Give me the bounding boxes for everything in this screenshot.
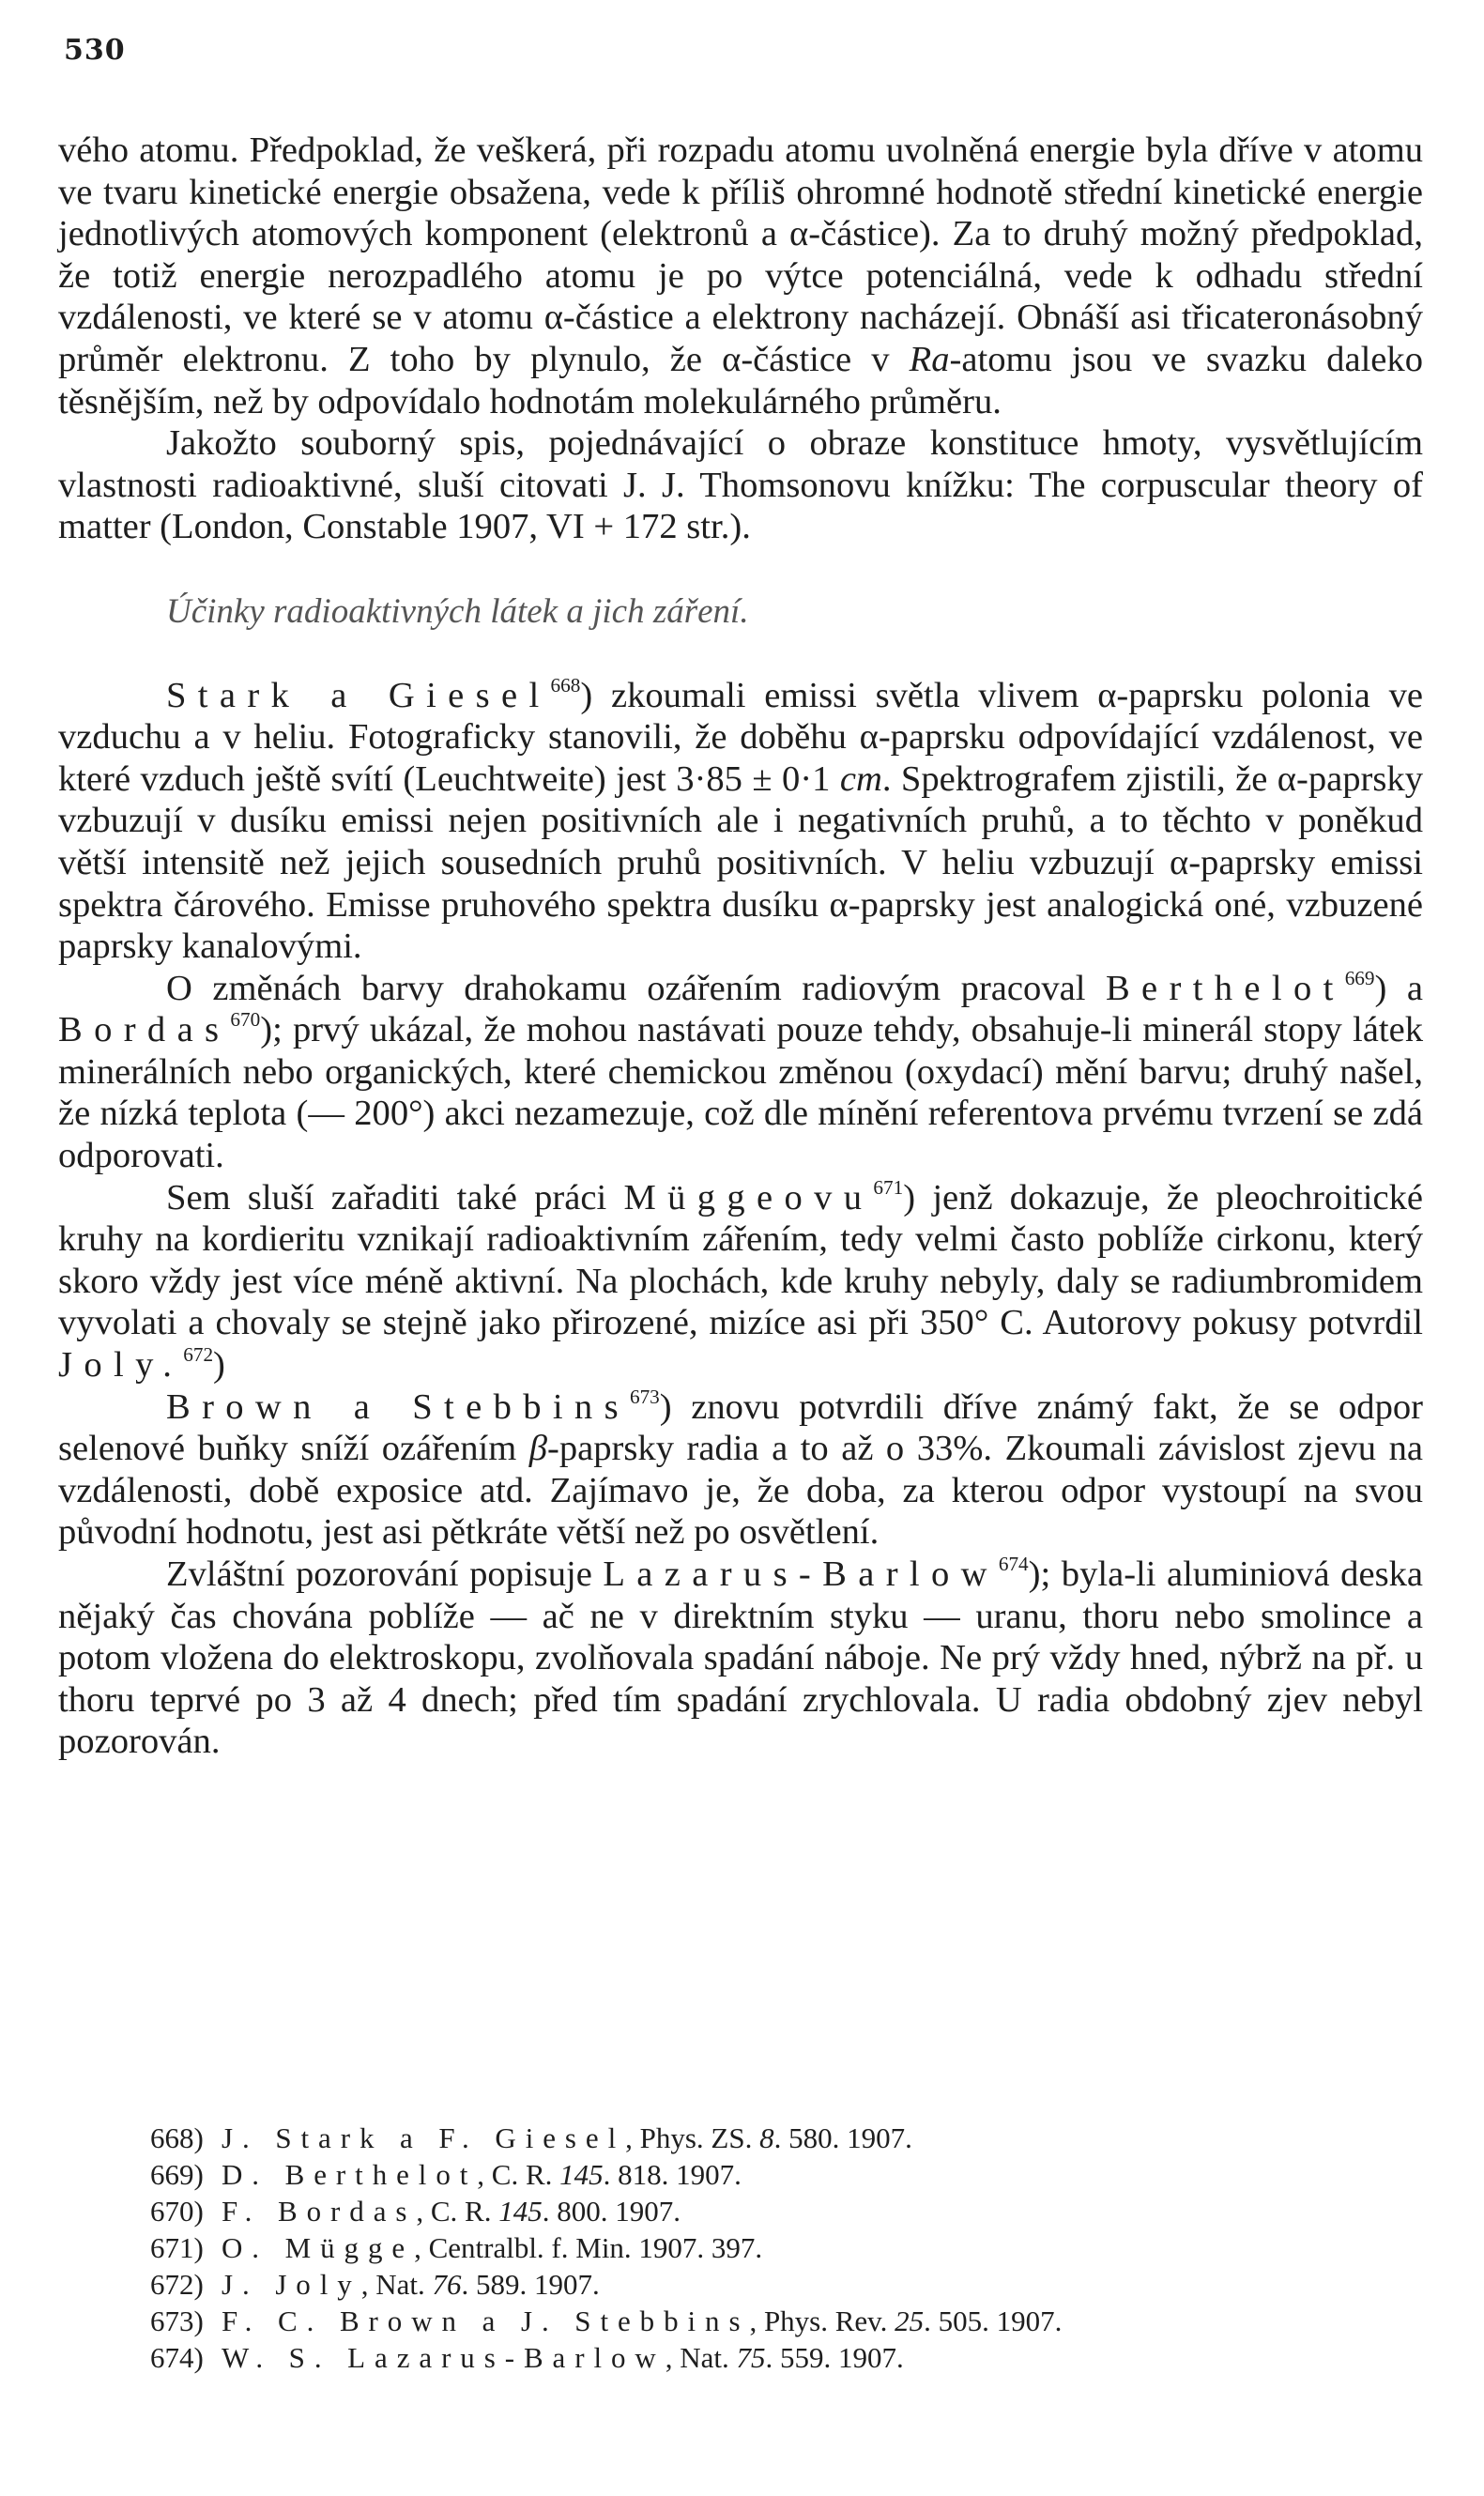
paragraph-7-text: ); byla-li aluminiová deska nějaký čas chována poblíže — ač ne v direktním styku — uranu, thoru nebo smolince a potom vložena do elektroskopu, zvolňovala spadání náboje. Ne prý vždy hned, nýbrž na př. u thoru teprvé po 3 až 4 dnech; před tím spadání zrychlovala. U radia obdobný zjev nebyl pozorován. <box>58 1554 1423 1762</box>
footnote-pages: . 589. 1907. <box>461 2268 600 2301</box>
paragraph-6-text-b: -paprsky radia a to až o 33%. Zkoumali závislost zjevu na vzdálenosti, době exposice atd. Zajímavo je, že doba, za kterou odpor vystoupí na svou původní hodnotu, jest asi pětkráte větší než po osvětlení. <box>58 1429 1424 1553</box>
paragraph-7-lead: Zvláštní pozorování popisuje <box>166 1554 604 1594</box>
footnote-pages: . 559. 1907. <box>765 2341 904 2374</box>
paragraph-3-text-a: ) zkoumali emissi světla vlivem α-paprsku polonia ve vzduchu a v heliu. Fotograficky stanovili, že doběhu α-paprsku odpovídající vzdálenost, ve které vzduch ještě svítí (Leuchtweite) jest 3·85 ± 0·1 <box>58 675 1424 799</box>
footnote-author: F. Bordas <box>222 2195 417 2228</box>
footnotes <box>150 2120 1323 2376</box>
footnote-ref-674: 674 <box>998 1553 1029 1576</box>
footnote-number: 672) <box>150 2268 204 2301</box>
paragraph-5-lead: Sem sluší zařaditi také práci <box>166 1177 624 1217</box>
footnote-journal: , Phys. ZS. <box>625 2121 760 2154</box>
footnote-pages: . 800. 1907. <box>542 2195 681 2228</box>
footnote-volume: 8 <box>759 2121 774 2154</box>
footnote-volume: 76 <box>432 2268 462 2301</box>
footnote-ref-673: 673 <box>629 1385 660 1408</box>
footnote-journal: , C. R. <box>477 2158 560 2191</box>
beta-symbol: β <box>528 1429 547 1469</box>
paragraph-4-lead: O změnách barvy drahokamu ozářením radiovým pracoval <box>166 968 1106 1008</box>
paragraph-4-text: ); prvý ukázal, že mohou nastávati pouze tehdy, obsahuje-li minerál stopy látek minerálních nebo organických, které chemickou změnou (oxydací) mění barvu; druhý našel, že nízká teplota (— 200°) akci nezamezuje, což dle mínění referentova prvému tvrzení se zdá odporovati. <box>58 1010 1423 1176</box>
footnote-author: D. Berthelot <box>222 2158 478 2191</box>
footnote-journal: , Phys. Rev. <box>749 2305 895 2337</box>
footnote-item <box>150 2156 1323 2193</box>
author-brown-stebbins: Brown a Stebbins <box>166 1386 630 1427</box>
footnote-journal: , Nat. <box>360 2268 433 2301</box>
footnote-item <box>150 2120 1323 2156</box>
ra-symbol: Ra <box>909 339 950 379</box>
paragraph-1-end: -atomu jsou ve svazku daleko těsnějším, než by odpovídalo hodnotám molekulárného průměru. <box>58 339 1423 421</box>
main-text <box>58 130 1423 1763</box>
footnote-volume: 145 <box>559 2158 604 2191</box>
paragraph-5-text: ) jenž dokazuje, že pleochroitické kruhy na kordieritu vznikají radioaktivním zářením, tedy velmi často poblíže cirkonu, který skoro vždy jest více méně aktivní. Na plochách, kde kruhy nebyly, daly se radiumbromidem vyvolati a chovaly se stejně jako přirozené, mizíce asi při 350° C. Autorovy pokusy potvrdil <box>58 1177 1424 1343</box>
footnote-number: 673) <box>150 2305 204 2337</box>
page-number: 530 <box>64 34 126 67</box>
footnote-ref-672: 672 <box>183 1343 214 1367</box>
footnote-number: 671) <box>150 2231 204 2264</box>
footnote-item <box>150 2229 1323 2266</box>
footnote-pages: . 505. 1907. <box>924 2305 1063 2337</box>
footnote-number: 670) <box>150 2195 204 2228</box>
author-berthelot: Berthelot <box>1105 968 1345 1008</box>
paragraph-3-text-b: . Spektrografem zjistili, že α-paprsky vzbuzují v dusíku emissi nejen positivních ale i negativních pruhů, a to těchto v poněkud větší intensitě než jejich sousedních pruhů positivních. V heliu vzbuzují α-paprsky emissi spektra čárového. Emisse pruhového spektra dusíku α-paprsky jest analogická oné, vzbuzené paprsky kanalovými. <box>58 758 1423 967</box>
footnote-author: J. Stark a F. Giesel <box>222 2121 626 2154</box>
footnote-number: 669) <box>150 2158 204 2191</box>
footnote-journal: , Centralbl. f. Min. 1907. 397. <box>414 2231 763 2264</box>
paragraph-4 <box>58 968 1423 1177</box>
footnote-author: F. C. Brown a J. Stebbins <box>222 2305 750 2337</box>
author-lazarus-barlow: Lazarus-Barlow <box>603 1554 999 1594</box>
author-joly: Joly. <box>58 1345 184 1386</box>
author-stark-giesel: Stark a Giesel <box>166 675 551 715</box>
footnote-item <box>150 2303 1323 2339</box>
footnote-volume: 75 <box>736 2341 766 2374</box>
paragraph-7 <box>58 1554 1423 1763</box>
paragraph-1-text: vého atomu. Předpoklad, že veškerá, při rozpadu atomu uvolněná energie byla dříve v atomu ve tvaru kinetické energie obsažena, vede k příliš ohromné hodnotě střední kinetické energie jednotlivých atomových komponent (elektronů a α-částice). Za to druhý možný předpoklad, že totiž energie nerozpadlého atomu je po výtce potenciálná, vede k odhadu střední vzdálenosti, ve které se v atomu α-částice a elektrony nacházejí. Obnáší asi třicateronásobný průměr elektronu. Z toho by plynulo, že α-částice v <box>58 130 1423 379</box>
footnote-journal: , Nat. <box>665 2341 737 2374</box>
author-bordas: Bordas <box>58 1010 231 1050</box>
footnote-ref-670: 670 <box>230 1008 261 1032</box>
paragraph-5 <box>58 1177 1423 1386</box>
footnote-pages: . 818. 1907. <box>603 2158 742 2191</box>
footnote-journal: , C. R. <box>416 2195 499 2228</box>
paragraph-3 <box>58 675 1423 968</box>
footnote-number: 668) <box>150 2121 204 2154</box>
footnote-item <box>150 2339 1323 2376</box>
footnote-ref-668: 668 <box>550 673 581 697</box>
footnote-pages: . 580. 1907. <box>773 2121 912 2154</box>
author-mugge: Müggeovu <box>623 1177 874 1217</box>
footnote-author: W. S. Lazarus-Barlow <box>222 2341 666 2374</box>
footnote-item <box>150 2193 1323 2229</box>
footnote-author: O. Mügge <box>222 2231 415 2264</box>
footnote-ref-669: 669 <box>1344 966 1375 989</box>
paragraph-6-text-a: ) znovu potvrdili dříve známý fakt, že se odpor selenové buňky sníží ozářením <box>58 1386 1423 1469</box>
footnote-author: J. Joly <box>222 2268 361 2301</box>
footnote-volume: 145 <box>498 2195 543 2228</box>
footnote-number: 674) <box>150 2341 204 2374</box>
section-heading: Účinky radioaktivných látek a jich záření. <box>166 591 749 631</box>
paragraph-1 <box>58 130 1423 422</box>
paragraph-6 <box>58 1386 1423 1554</box>
unit-cm: cm <box>839 758 882 799</box>
footnote-volume: 25 <box>895 2305 925 2337</box>
footnote-item <box>150 2266 1323 2303</box>
paragraph-2: Jakožto souborný spis, pojednávající o obraze konstituce hmoty, vysvětlujícím vlastnosti radioaktivné, sluší citovati J. J. Thomsonovu knížku: The corpuscular theory of matter (London, Constable 1907, VI + 172 str.). <box>58 423 1423 547</box>
footnote-ref-671: 671 <box>873 1175 904 1199</box>
paragraph-4-mid: ) a <box>1374 968 1423 1008</box>
paragraph-5-end: ) <box>213 1345 225 1386</box>
